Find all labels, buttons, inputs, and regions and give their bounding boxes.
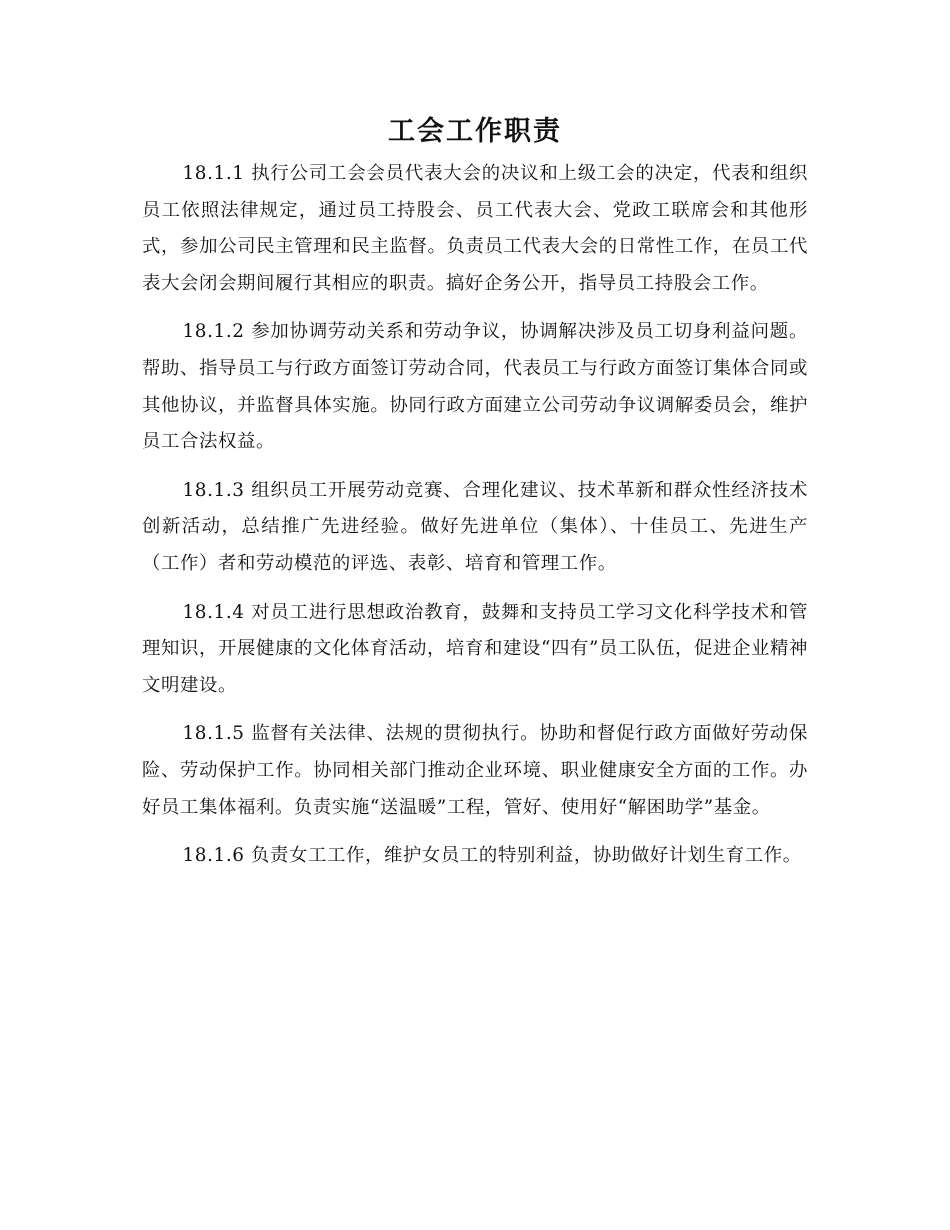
paragraph-18-1-6: 18.1.6 负责女工工作，维护女员工的特别利益，协助做好计划生育工作。 (182, 845, 802, 867)
paragraph-18-1-1: 18.1.1 执行公司工会会员代表大会的决议和上级工会的决定，代表和组织员工依照法律规定，通过员工持股会、员工代表大会、党政工联席会和其他形式，参加公司民主管理和民主监督。负责员工代表大会的日常性工作，在员工代表大会闭会期间履行其相应的职责。搞好企务公开，指导员工持股会工作。 (142, 163, 808, 294)
paragraph-18-1-2: 18.1.2 参加协调劳动关系和劳动争议，协调解决涉及员工切身利益问题。帮助、指导员工与行政方面签订劳动合同，代表员工与行政方面签订集体合同或其他协议，并监督具体实施。协同行政方面建立公司劳动争议调解委员会，维护员工合法权益。 (142, 321, 808, 453)
paragraph-18-1-3: 18.1.3 组织员工开展劳动竞赛、合理化建议、技术革新和群众性经济技术创新活动，总结推广先进经验。做好先进单位（集体）、十佳员工、先进生产（工作）者和劳动模范的评选、表彰、培育和管理工作。 (142, 479, 808, 574)
document-page (142, 112, 808, 887)
document-title: 工会工作职责 (388, 116, 562, 147)
paragraph-18-1-4: 18.1.4 对员工进行思想政治教育，鼓舞和支持员工学习文化科学技术和管理知识，开展健康的文化体育活动，培育和建设“四有”员工队伍，促进企业精神文明建设。 (142, 601, 808, 696)
paragraph-18-1-5: 18.1.5 监督有关法律、法规的贯彻执行。协助和督促行政方面做好劳动保险、劳动保护工作。协同相关部门推动企业环境、职业健康安全方面的工作。办好员工集体福利。负责实施“送温暖”工程，管好、使用好“解困助学”基金。 (142, 723, 808, 818)
